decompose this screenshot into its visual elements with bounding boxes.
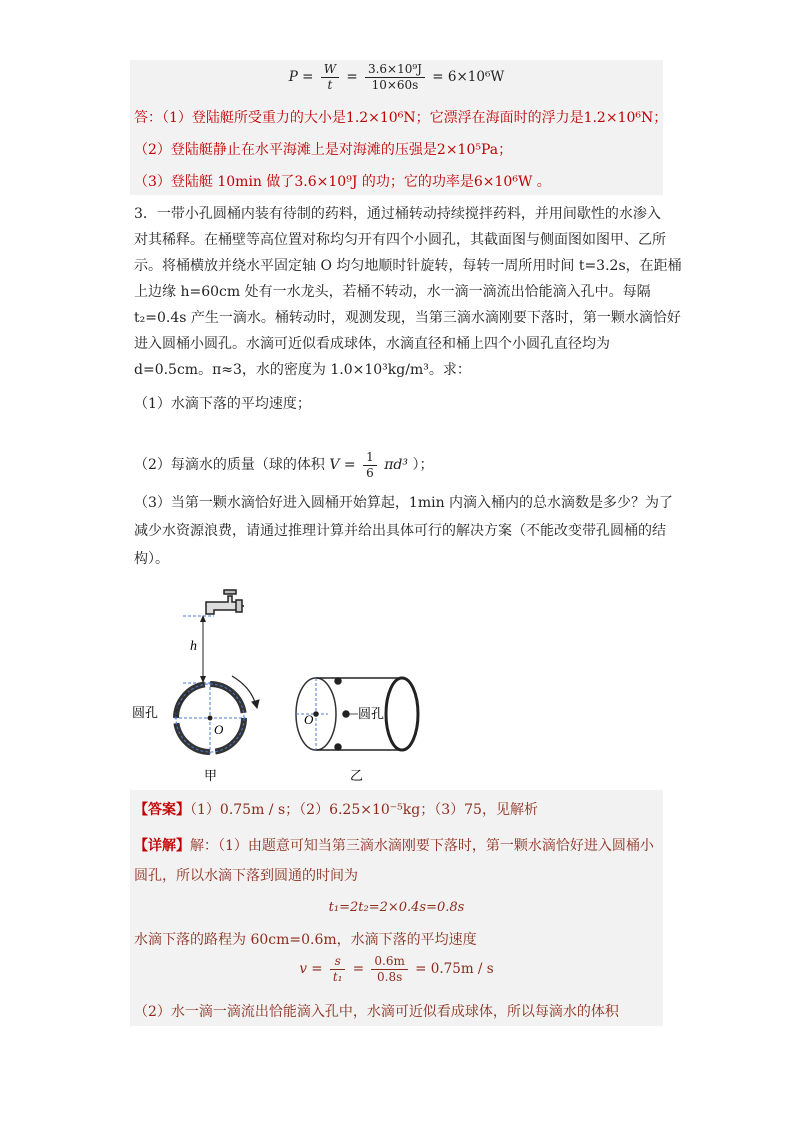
formula-rhs: = 6×10⁶W [432,69,505,85]
q3-line-7: d=0.5cm。π≈3，水的密度为 1.0×10³kg/m³。求： [134,362,471,378]
detail-line-2: 圆孔，所以水滴下落到圆通的时间为 [134,868,358,884]
answer-line-1: 答：（1）登陆艇所受重力的大小是1.2×10⁶N；它漂浮在海面时的浮力是1.2×10⁶N； [134,110,668,126]
caption-left: 甲 [204,769,218,784]
fraction-work-time: $\frac{\text{3.6×10⁹J}}{10\times 60s}$ [365,62,425,93]
answer-line-3: （3）登陆艇 10min 做了3.6×10⁹J 的功；它的功率是6×10⁶W 。 [134,174,551,190]
answer-summary: 【答案】（1）0.75m / s；（2）6.25×10⁻⁵kg；（3）75，见解析 [134,802,538,818]
barrel-figure [128,584,448,784]
fraction-w-t: $\frac{W}{t}$ [321,62,339,93]
time-equation: t₁=2t₂=2×0.4s=0.8s [328,900,465,915]
q3-line-1: 3．一带小孔圆桶内装有待制的药料，通过桶转动持续搅拌药料，并用间歇性的水渗入 [134,206,661,222]
fraction-values: $\frac{0.6m}{0.8s}$ [371,954,407,985]
detail-line-1: 【详解】解：（1）由题意可知当第三滴水滴刚要下落时，第一颗水滴恰好进入圆桶小 [134,838,654,854]
hole-label-left: 圆孔 [132,706,159,721]
q3-line-4: 上边缘 h=60cm 处有一水龙头，若桶不转动，水一滴一滴流出恰能滴入孔中。每隔 [134,284,651,300]
answer-tag: 【答案】 [134,802,190,818]
detail-tag: 【详解】 [134,838,190,854]
formula-lhs: P = [288,69,314,85]
caption-right: 乙 [350,769,364,784]
fraction-one-sixth: $\frac{1}{6}$ [363,450,377,481]
q3-sub-3c: 构）。 [134,551,169,567]
side-view-yi [296,678,418,750]
q3-line-5: t₂=0.4s 产生一滴水。桶转动时，观测发现，当第三滴水滴刚要下落时，第一颗水滴恰好 [134,310,681,326]
fraction-s-t1: $\frac{s}{\text{t₁}}$ [330,954,346,985]
q3-sub-3a: （3）当第一颗水滴恰好进入圆桶开始算起，1min 内滴入桶内的总水滴数是多少？为了 [134,495,674,511]
detail-line-3: 水滴下落的路程为 60cm=0.6m，水滴下落的平均速度 [134,932,477,948]
q3-line-3: 示。将桶横放并绕水平固定轴 O 均匀地顺时针旋转，每转一周所用时间 t=3.2s，在距桶 [134,258,682,274]
cross-section-jia [174,676,259,754]
power-formula: P = $\frac{W}{t}$ = $\frac{\text{3.6×10⁹J}}{10\times 60s}$ = 6×10⁶W [288,62,505,92]
velocity-formula: v = $\frac{s}{\text{t₁}}$ = $\frac{0.6m}{0.8s}$ = 0.75m / s [299,954,494,984]
q3-sub-2: （2）每滴水的质量（球的体积 V = $\frac{1}{6}$ πd³ ）； [134,449,434,480]
q3-line-6: 进入圆桶小圆孔。水滴可近似看成球体，水滴直径和桶上四个小圆孔直径均为 [134,336,610,352]
faucet-icon [206,590,244,614]
q3-sub-3b: 减少水资源浪费，请通过推理计算并给出具体可行的解决方案（不能改变带孔圆桶的结 [134,523,666,539]
q3-line-2: 对其稀释。在桶壁等高位置对称均匀开有四个小圆孔，其截面图与侧面图如图甲、乙所 [134,232,666,248]
o-label-left: O [214,722,224,737]
q3-sub-1: （1）水滴下落的平均速度； [134,396,311,412]
answer-line-2: （2）登陆艇静止在水平海滩上是对海滩的压强是2×10⁵Pa； [134,142,513,158]
o-label-right: O [304,712,314,727]
h-label: h [190,639,197,654]
hole-label-right: 圆孔 [358,707,385,722]
detail-line-4: （2）水一滴一滴流出恰能滴入孔中，水滴可近似看成球体，所以每滴水的体积 [134,1004,619,1020]
